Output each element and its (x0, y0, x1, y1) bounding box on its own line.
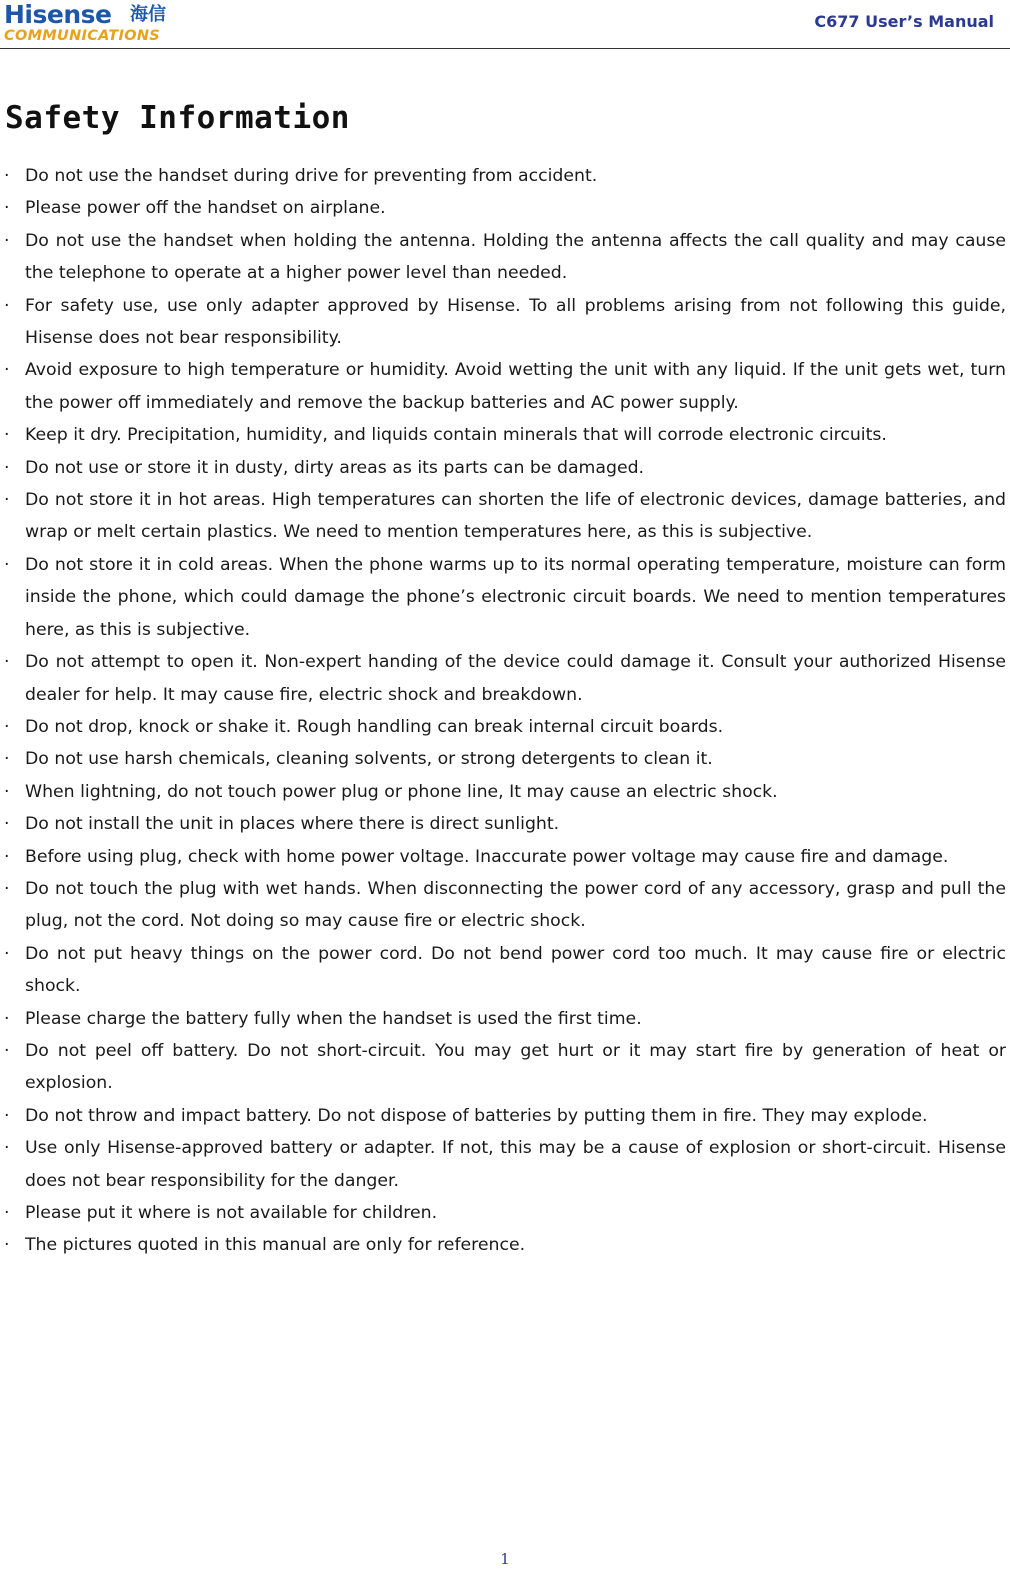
bullet-icon: · (4, 457, 10, 478)
safety-item (0, 841, 1006, 873)
safety-item (0, 419, 1006, 451)
safety-item-text: Do not store it in hot areas. High temperatures can shorten the life of electronic devices, damage batteries, and wrap or melt certain plastics. We need to mention temperatures here, as this is subjective. (25, 490, 1006, 543)
safety-item (0, 1229, 1006, 1261)
safety-item (0, 646, 1006, 711)
bullet-icon: · (4, 943, 10, 964)
manual-title: C677 User’s Manual (814, 12, 994, 31)
bullet-icon: · (4, 198, 10, 219)
safety-item (0, 225, 1006, 290)
bullet-icon: · (4, 425, 10, 446)
safety-item (0, 354, 1006, 419)
bullet-icon: · (4, 295, 10, 316)
logo-chinese-text: 海信 (130, 4, 166, 25)
safety-item-text: Avoid exposure to high temperature or humidity. Avoid wetting the unit with any liquid. If the unit gets wet, turn the power off immediately and remove the backup batteries and AC power supply. (25, 360, 1006, 413)
safety-item (0, 1197, 1006, 1229)
bullet-icon: · (4, 814, 10, 835)
bullet-icon: · (4, 1138, 10, 1159)
safety-item-text: Please put it where is not available for children. (25, 1203, 438, 1223)
section-title: Safety Information (5, 100, 350, 136)
logo-brand-text: Hisense (4, 0, 112, 29)
safety-item (0, 776, 1006, 808)
bullet-icon: · (4, 1105, 10, 1126)
safety-item (0, 873, 1006, 938)
bullet-icon: · (4, 846, 10, 867)
safety-item (0, 290, 1006, 355)
safety-item-text: Do not install the unit in places where there is direct sunlight. (25, 814, 560, 835)
safety-list (0, 160, 1006, 1262)
safety-item (0, 484, 1006, 549)
safety-item-text: Do not store it in cold areas. When the phone warms up to its normal operating temperature, moisture can form inside the phone, which could damage the phone’s electronic circuit boards. We need to mention temperatures here, as this is subjective. (25, 554, 1006, 640)
safety-item-text: Do not use or store it in dusty, dirty areas as its parts can be damaged. (25, 457, 645, 478)
safety-item-text: When lightning, do not touch power plug or phone line, It may cause an electric shock. (25, 781, 778, 802)
safety-item-text: Use only Hisense-approved battery or adapter. If not, this may be a cause of explosion or short-circuit. Hisense does not bear responsibility for the danger. (25, 1138, 1006, 1191)
safety-item-text: Do not attempt to open it. Non-expert handing of the device could damage it. Consult your authorized Hisense dealer for help. It may cause fire, electric shock and breakdown. (25, 652, 1006, 705)
safety-item (0, 1035, 1006, 1100)
safety-item-text: Do not use the handset when holding the antenna. Holding the antenna affects the call quality and may cause the telephone to operate at a higher power level than needed. (25, 230, 1006, 284)
safety-item (0, 160, 1006, 192)
bullet-icon: · (4, 781, 10, 802)
bullet-icon: · (4, 360, 10, 381)
page-header (0, 0, 1010, 50)
safety-item-text: Do not peel off battery. Do not short-circuit. You may get hurt or it may start fire by generation of heat or explosion. (25, 1040, 1006, 1094)
page-number: 1 (500, 1550, 510, 1568)
safety-item (0, 1100, 1006, 1132)
safety-item (0, 549, 1006, 646)
safety-item (0, 452, 1006, 484)
bullet-icon: · (4, 1008, 10, 1029)
bullet-icon: · (4, 166, 10, 186)
safety-item-text: For safety use, use only adapter approved by Hisense. To all problems arising from not following this guide, Hisense does not bear responsibility. (25, 295, 1006, 349)
bullet-icon: · (4, 554, 10, 575)
header-divider (0, 48, 1010, 49)
safety-item-text: Please charge the battery fully when the handset is used the first time. (25, 1008, 642, 1029)
safety-item (0, 808, 1006, 840)
safety-item-text: Please power off the handset on airplane. (25, 198, 386, 219)
safety-item-text: Keep it dry. Precipitation, humidity, and liquids contain minerals that will corrode electronic circuits. (25, 425, 887, 446)
safety-item (0, 711, 1006, 743)
bullet-icon: · (4, 716, 10, 737)
safety-item-text: Do not use the handset during drive for preventing from accident. (25, 166, 598, 186)
bullet-icon: · (4, 878, 10, 899)
bullet-icon: · (4, 230, 10, 251)
safety-item (0, 743, 1006, 775)
safety-item (0, 1132, 1006, 1197)
safety-item-text: Do not use harsh chemicals, cleaning solvents, or strong detergents to clean it. (25, 749, 713, 770)
safety-item (0, 192, 1006, 224)
logo-subtitle-text: COMMUNICATIONS (4, 28, 160, 44)
hisense-communications-logo (4, 2, 194, 46)
bullet-icon: · (4, 1040, 10, 1061)
bullet-icon: · (4, 1235, 10, 1256)
bullet-icon: · (4, 1203, 10, 1223)
safety-item (0, 1003, 1006, 1035)
bullet-icon: · (4, 652, 10, 673)
safety-item-text: Do not put heavy things on the power cord. Do not bend power cord too much. It may cause fire or electric shock. (25, 943, 1006, 997)
safety-item-text: Before using plug, check with home power voltage. Inaccurate power voltage may cause fire and damage. (25, 846, 949, 867)
safety-item-text: Do not throw and impact battery. Do not dispose of batteries by putting them in fire. They may explode. (25, 1105, 928, 1126)
bullet-icon: · (4, 490, 10, 511)
safety-item (0, 938, 1006, 1003)
safety-item-text: Do not touch the plug with wet hands. When disconnecting the power cord of any accessory, grasp and pull the plug, not the cord. Not doing so may cause fire or electric shock. (25, 878, 1006, 932)
safety-item-text: Do not drop, knock or shake it. Rough handling can break internal circuit boards. (25, 716, 724, 737)
bullet-icon: · (4, 749, 10, 770)
safety-item-text: The pictures quoted in this manual are only for reference. (25, 1235, 526, 1256)
